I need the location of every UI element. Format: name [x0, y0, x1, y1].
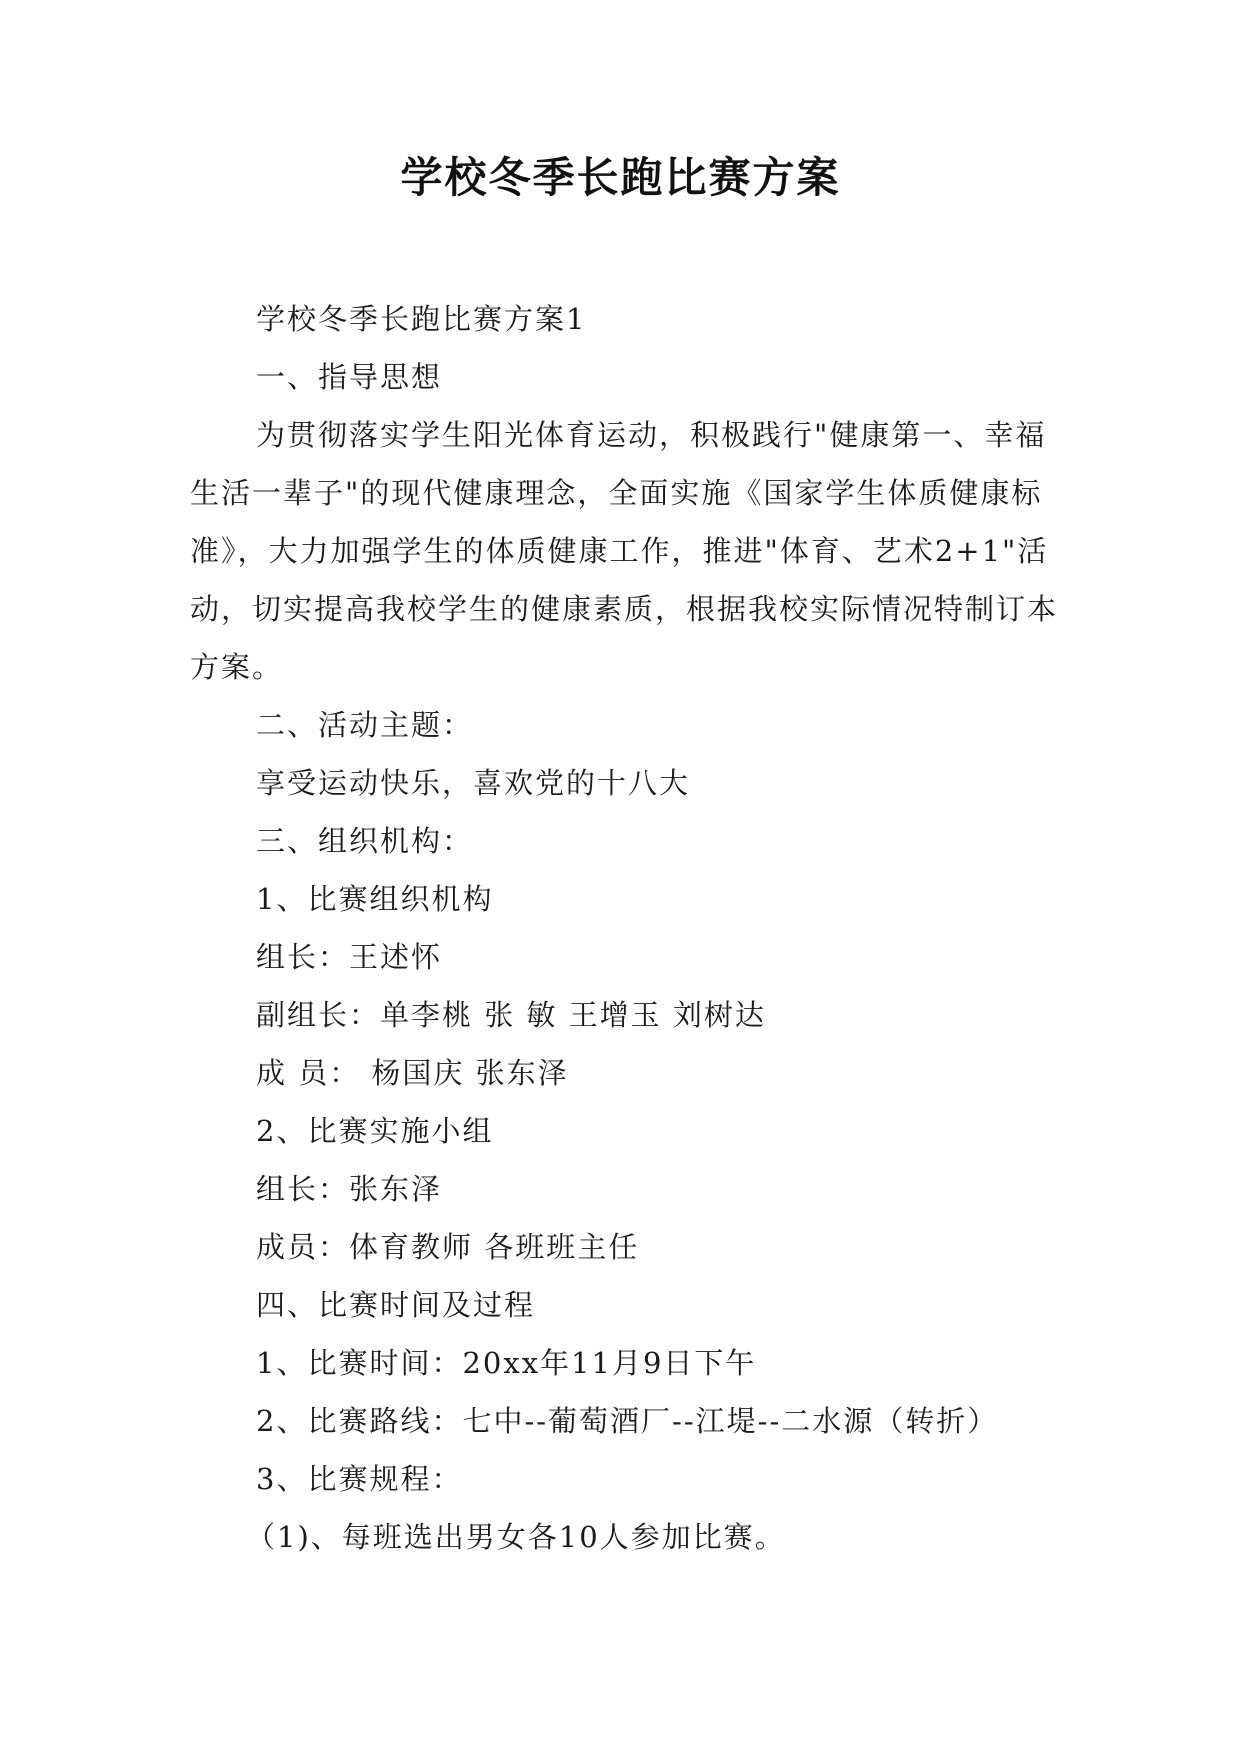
line-race-route: 2、比赛路线：七中--葡萄酒厂--江堤--二水源（转折） — [256, 1404, 999, 1438]
document-title: 学校冬季长跑比赛方案 — [400, 153, 841, 202]
document-body — [190, 290, 1070, 1566]
line-race-rules: 3、比赛规程： — [256, 1462, 463, 1496]
section-heading-guiding-ideology: 一、指导思想 — [256, 360, 443, 394]
paragraph-guiding-ideology: 为贯彻落实学生阳光体育运动，积极践行"健康第一、幸福生活一辈子"的现代健康理念，全面实施《国家学生体质健康标准》，大力加强学生的体质健康工作，推进"体育、艺术2+1"活动，切实提高我校学生的健康素质，根据我校实际情况特制订本方案。 — [190, 418, 1059, 684]
subsection-implementation-team: 2、比赛实施小组 — [256, 1114, 494, 1148]
line-team-leader: 组长：张东泽 — [256, 1172, 443, 1206]
section-heading-theme: 二、活动主题： — [256, 708, 474, 742]
section-heading-time-process: 四、比赛时间及过程 — [256, 1288, 536, 1322]
line-deputy-leaders: 副组长：单李桃 张 敏 王增玉 刘树达 — [256, 998, 766, 1032]
line-team-members: 成员：体育教师 各班班主任 — [256, 1230, 640, 1264]
line-group-leader: 组长：王述怀 — [256, 940, 443, 974]
section-heading-organization: 三、组织机构： — [256, 824, 474, 858]
subsection-organizing-committee: 1、比赛组织机构 — [256, 882, 494, 916]
line-race-time: 1、比赛时间：20xx年11月9日下午 — [256, 1346, 757, 1380]
section-heading-plan: 学校冬季长跑比赛方案1 — [256, 302, 587, 336]
paragraph-theme: 享受运动快乐，喜欢党的十八大 — [256, 766, 691, 800]
line-members: 成 员： 杨国庆 张东泽 — [256, 1056, 569, 1090]
line-rule-1: （1)、每班选出男女各10人参加比赛。 — [246, 1520, 786, 1554]
